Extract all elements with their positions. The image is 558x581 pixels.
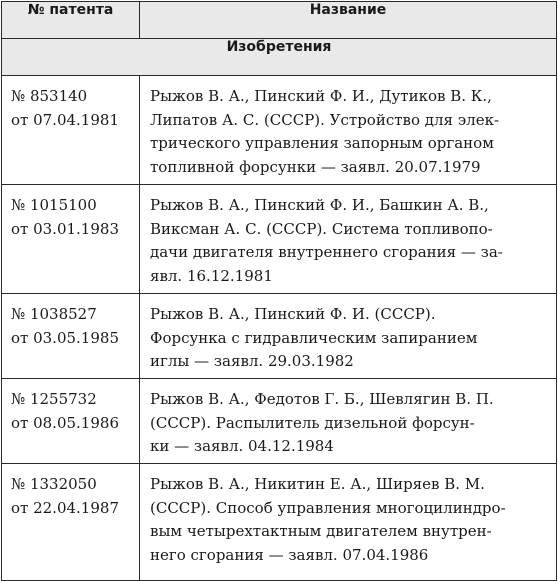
table-row (2, 464, 557, 581)
patent-title-line: явл. 16.12.1981 (150, 266, 273, 285)
section-title: Изобретения (2, 39, 557, 76)
patent-title-line: Рыжов В. А., Федотов Г. Б., Шевлягин В. П. (150, 390, 494, 408)
patent-number-cell (2, 379, 140, 464)
patent-number-cell (2, 294, 140, 379)
table-row (2, 379, 557, 464)
patent-title-line: Виксман А. С. (СССР). Система топливопо- (150, 219, 493, 238)
patent-number-cell (2, 464, 140, 581)
patent-date: от 03.01.1983 (11, 219, 119, 238)
patent-number: № 853140 (11, 87, 88, 105)
patent-title-line: трического управления запорным органом (150, 134, 494, 152)
patent-title-line: Рыжов В. А., Пинский Ф. И., Башкин А. В., (150, 196, 489, 214)
section-row-inventions (2, 39, 557, 76)
patent-number-cell (2, 185, 140, 294)
patent-title-cell (140, 76, 557, 185)
patent-title-line: Липатов А. С. (СССР). Устройство для элек- (150, 110, 500, 129)
patent-title-line: него сгорания — заявл. 07.04.1986 (150, 545, 429, 564)
patent-title-line: ки — заявл. 04.12.1984 (150, 437, 334, 455)
patent-number: № 1038527 (11, 305, 97, 323)
patent-title-cell (140, 379, 557, 464)
patent-date: от 03.05.1985 (11, 328, 119, 347)
patent-title-line: Рыжов В. А., Пинский Ф. И., Дутиков В. К., (150, 87, 492, 105)
table-header-row (2, 2, 557, 39)
patent-title-line: Рыжов В. А., Никитин Е. А., Ширяев В. М. (150, 475, 485, 493)
patent-date: от 22.04.1987 (11, 498, 119, 517)
table-row (2, 76, 557, 185)
patent-number: № 1332050 (11, 475, 97, 493)
table-row (2, 294, 557, 379)
patent-date: от 08.05.1986 (11, 413, 119, 432)
patent-title-cell (140, 294, 557, 379)
patent-title-line: (СССР). Способ управления многоцилиндро- (150, 498, 506, 517)
patent-title-line: Форсунка с гидравлическим запиранием (150, 328, 478, 347)
header-patent-number: № патента (2, 2, 140, 39)
patent-title-cell (140, 464, 557, 581)
patent-title-line: иглы — заявл. 29.03.1982 (150, 352, 354, 370)
header-title: Название (140, 2, 557, 39)
patent-title-line: Рыжов В. А., Пинский Ф. И. (СССР). (150, 305, 436, 323)
patent-title-line: топливной форсунки — заявл. 20.07.1979 (150, 157, 481, 176)
patent-title-line: дачи двигателя внутреннего сгорания — за- (150, 243, 503, 261)
patent-title-line: (СССР). Распылитель дизельной форсун- (150, 413, 475, 432)
patent-date: от 07.04.1981 (11, 110, 119, 129)
patent-number-cell (2, 76, 140, 185)
patent-number: № 1255732 (11, 390, 97, 408)
patents-table (1, 1, 557, 581)
patent-title-cell (140, 185, 557, 294)
patent-title-line: вым четырехтактным двигателем внутрен- (150, 522, 492, 540)
table-row (2, 185, 557, 294)
patent-number: № 1015100 (11, 196, 97, 214)
